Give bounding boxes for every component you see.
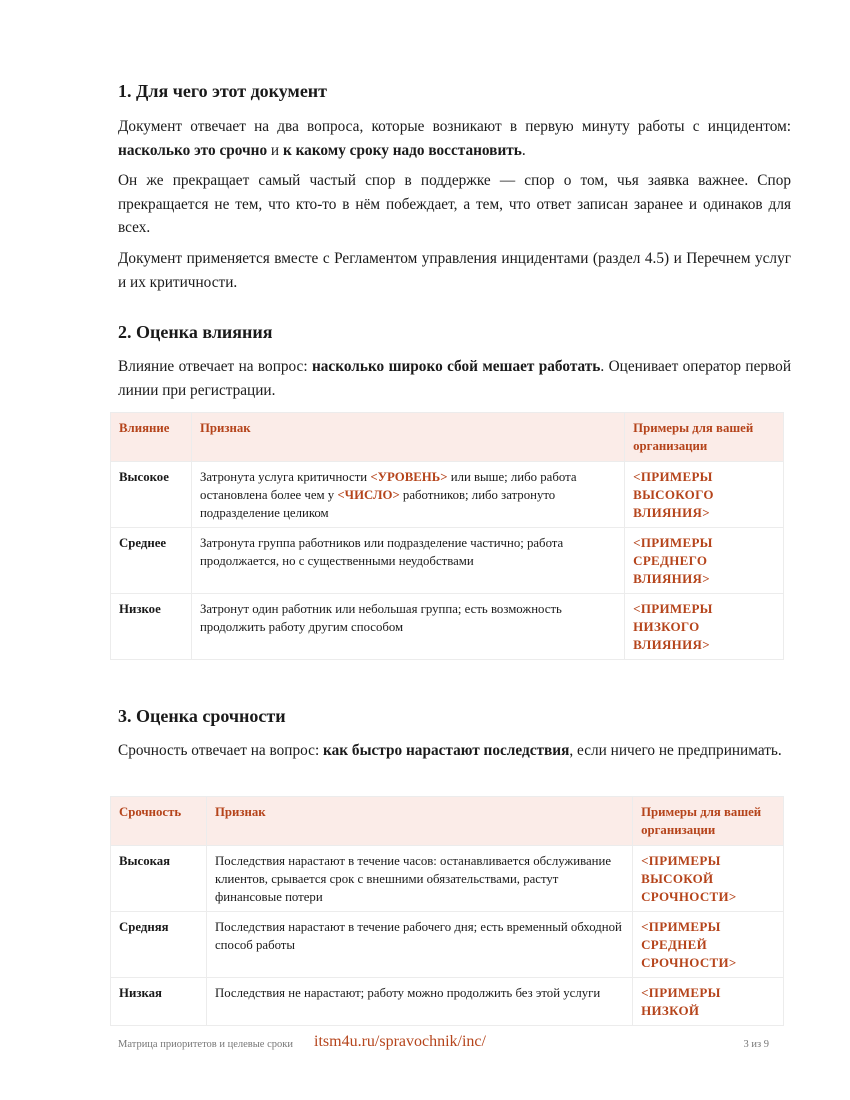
sign-cell: Затронут один работник или небольшая группа; есть возможность продолжить работу другим способом (191, 594, 624, 660)
sign-cell: Затронута группа работников или подразделение частично; работа продолжается, но с существенными неудобствами (191, 528, 624, 594)
example-placeholder: <ПРИМЕРЫ НИЗКОГО ВЛИЯНИЯ> (625, 594, 784, 660)
column-header-level: Срочность (111, 797, 207, 846)
example-placeholder: <ПРИМЕРЫ ВЫСОКОГО ВЛИЯНИЯ> (625, 462, 784, 528)
text-run: работников; либо затронуто подразделение целиком (199, 488, 556, 520)
sign-cell (191, 462, 624, 528)
placeholder-text: <УРОВЕНЬ> (370, 470, 448, 484)
text-run: . (521, 141, 526, 159)
table-row (111, 978, 784, 1026)
bold-text: к какому сроку надо восстановить (282, 141, 522, 159)
table-row (111, 462, 784, 528)
placeholder-text: <ЧИСЛО> (337, 488, 400, 502)
bold-text: насколько это срочно (118, 141, 268, 159)
sign-cell: Последствия не нарастают; работу можно продолжить без этой услуги (206, 978, 632, 1026)
table-row (111, 846, 784, 912)
text-run: Документ отвечает на два вопроса, которые возникают в первую минуту работы с инцидентом: (118, 118, 791, 135)
section-3-paragraph (118, 739, 791, 763)
footer-link[interactable]: itsm4u.ru/spravochnik/inc/ (314, 1033, 486, 1050)
level-cell: Низкая (111, 978, 207, 1026)
example-placeholder: <ПРИМЕРЫ ВЫСОКОЙ СРОЧНОСТИ> (633, 846, 784, 912)
text-run: и (267, 141, 283, 159)
urgency-table (110, 796, 784, 1026)
bold-text: как быстро нарастают последствия (323, 742, 570, 759)
example-placeholder: <ПРИМЕРЫ НИЗКОЙ (633, 978, 784, 1026)
section-1-heading: 1. Для чего этот документ (118, 81, 328, 101)
section-2-heading: 2. Оценка влияния (118, 322, 273, 342)
example-placeholder: <ПРИМЕРЫ СРЕДНЕГО ВЛИЯНИЯ> (625, 528, 784, 594)
column-header-examples: Примеры для вашей организации (625, 413, 784, 462)
level-cell: Высокое (111, 462, 192, 528)
table-row (111, 912, 784, 978)
footer-document-title: Матрица приоритетов и целевые сроки (118, 1039, 293, 1050)
section-1-paragraph-3: Документ применяется вместе с Регламентом управления инцидентами (раздел 4.5) и Перечнем услуг и их критичности. (118, 250, 791, 291)
section-1-paragraph-2: Он же прекращает самый частый спор в поддержке — спор о том, чья заявка важнее. Спор прекращается не тем, что кто-то в нём побеждает, а тем, что ответ записан заранее и одинаков для всех. (118, 172, 791, 236)
column-header-level: Влияние (111, 413, 192, 462)
impact-table (110, 412, 784, 660)
text-run: . Оценивает оператор первой линии при регистрации. (118, 358, 792, 399)
sign-cell: Последствия нарастают в течение рабочего дня; есть временный обходной способ работы (206, 912, 632, 978)
column-header-sign: Признак (191, 413, 624, 462)
page-number: 3 из 9 (743, 1039, 769, 1050)
table-header-row (111, 413, 784, 462)
level-cell: Средняя (111, 912, 207, 978)
text-run: , если ничего не предпринимать. (569, 742, 782, 759)
section-1-paragraph-1 (118, 115, 791, 162)
table-row (111, 594, 784, 660)
bold-text: насколько широко сбой мешает работать (311, 358, 601, 375)
example-placeholder: <ПРИМЕРЫ СРЕДНЕЙ СРОЧНОСТИ> (633, 912, 784, 978)
section-3-heading: 3. Оценка срочности (118, 706, 286, 726)
level-cell: Высокая (111, 846, 207, 912)
column-header-examples: Примеры для вашей организации (633, 797, 784, 846)
text-run: Затронута услуга критичности (199, 470, 371, 484)
text-run: Срочность отвечает на вопрос: (118, 742, 324, 759)
level-cell: Низкое (111, 594, 192, 660)
column-header-sign: Признак (206, 797, 632, 846)
level-cell: Среднее (111, 528, 192, 594)
sign-cell: Последствия нарастают в течение часов: останавливается обслуживание клиентов, срывается срок с внешними обязательствами, растут финансовые потери (206, 846, 632, 912)
text-run: или выше; либо работа остановлена более чем у (199, 470, 577, 502)
table-header-row (111, 797, 784, 846)
section-2-paragraph (118, 355, 791, 402)
page-footer (118, 1033, 791, 1056)
table-row (111, 528, 784, 594)
text-run: Влияние отвечает на вопрос: (118, 358, 312, 375)
